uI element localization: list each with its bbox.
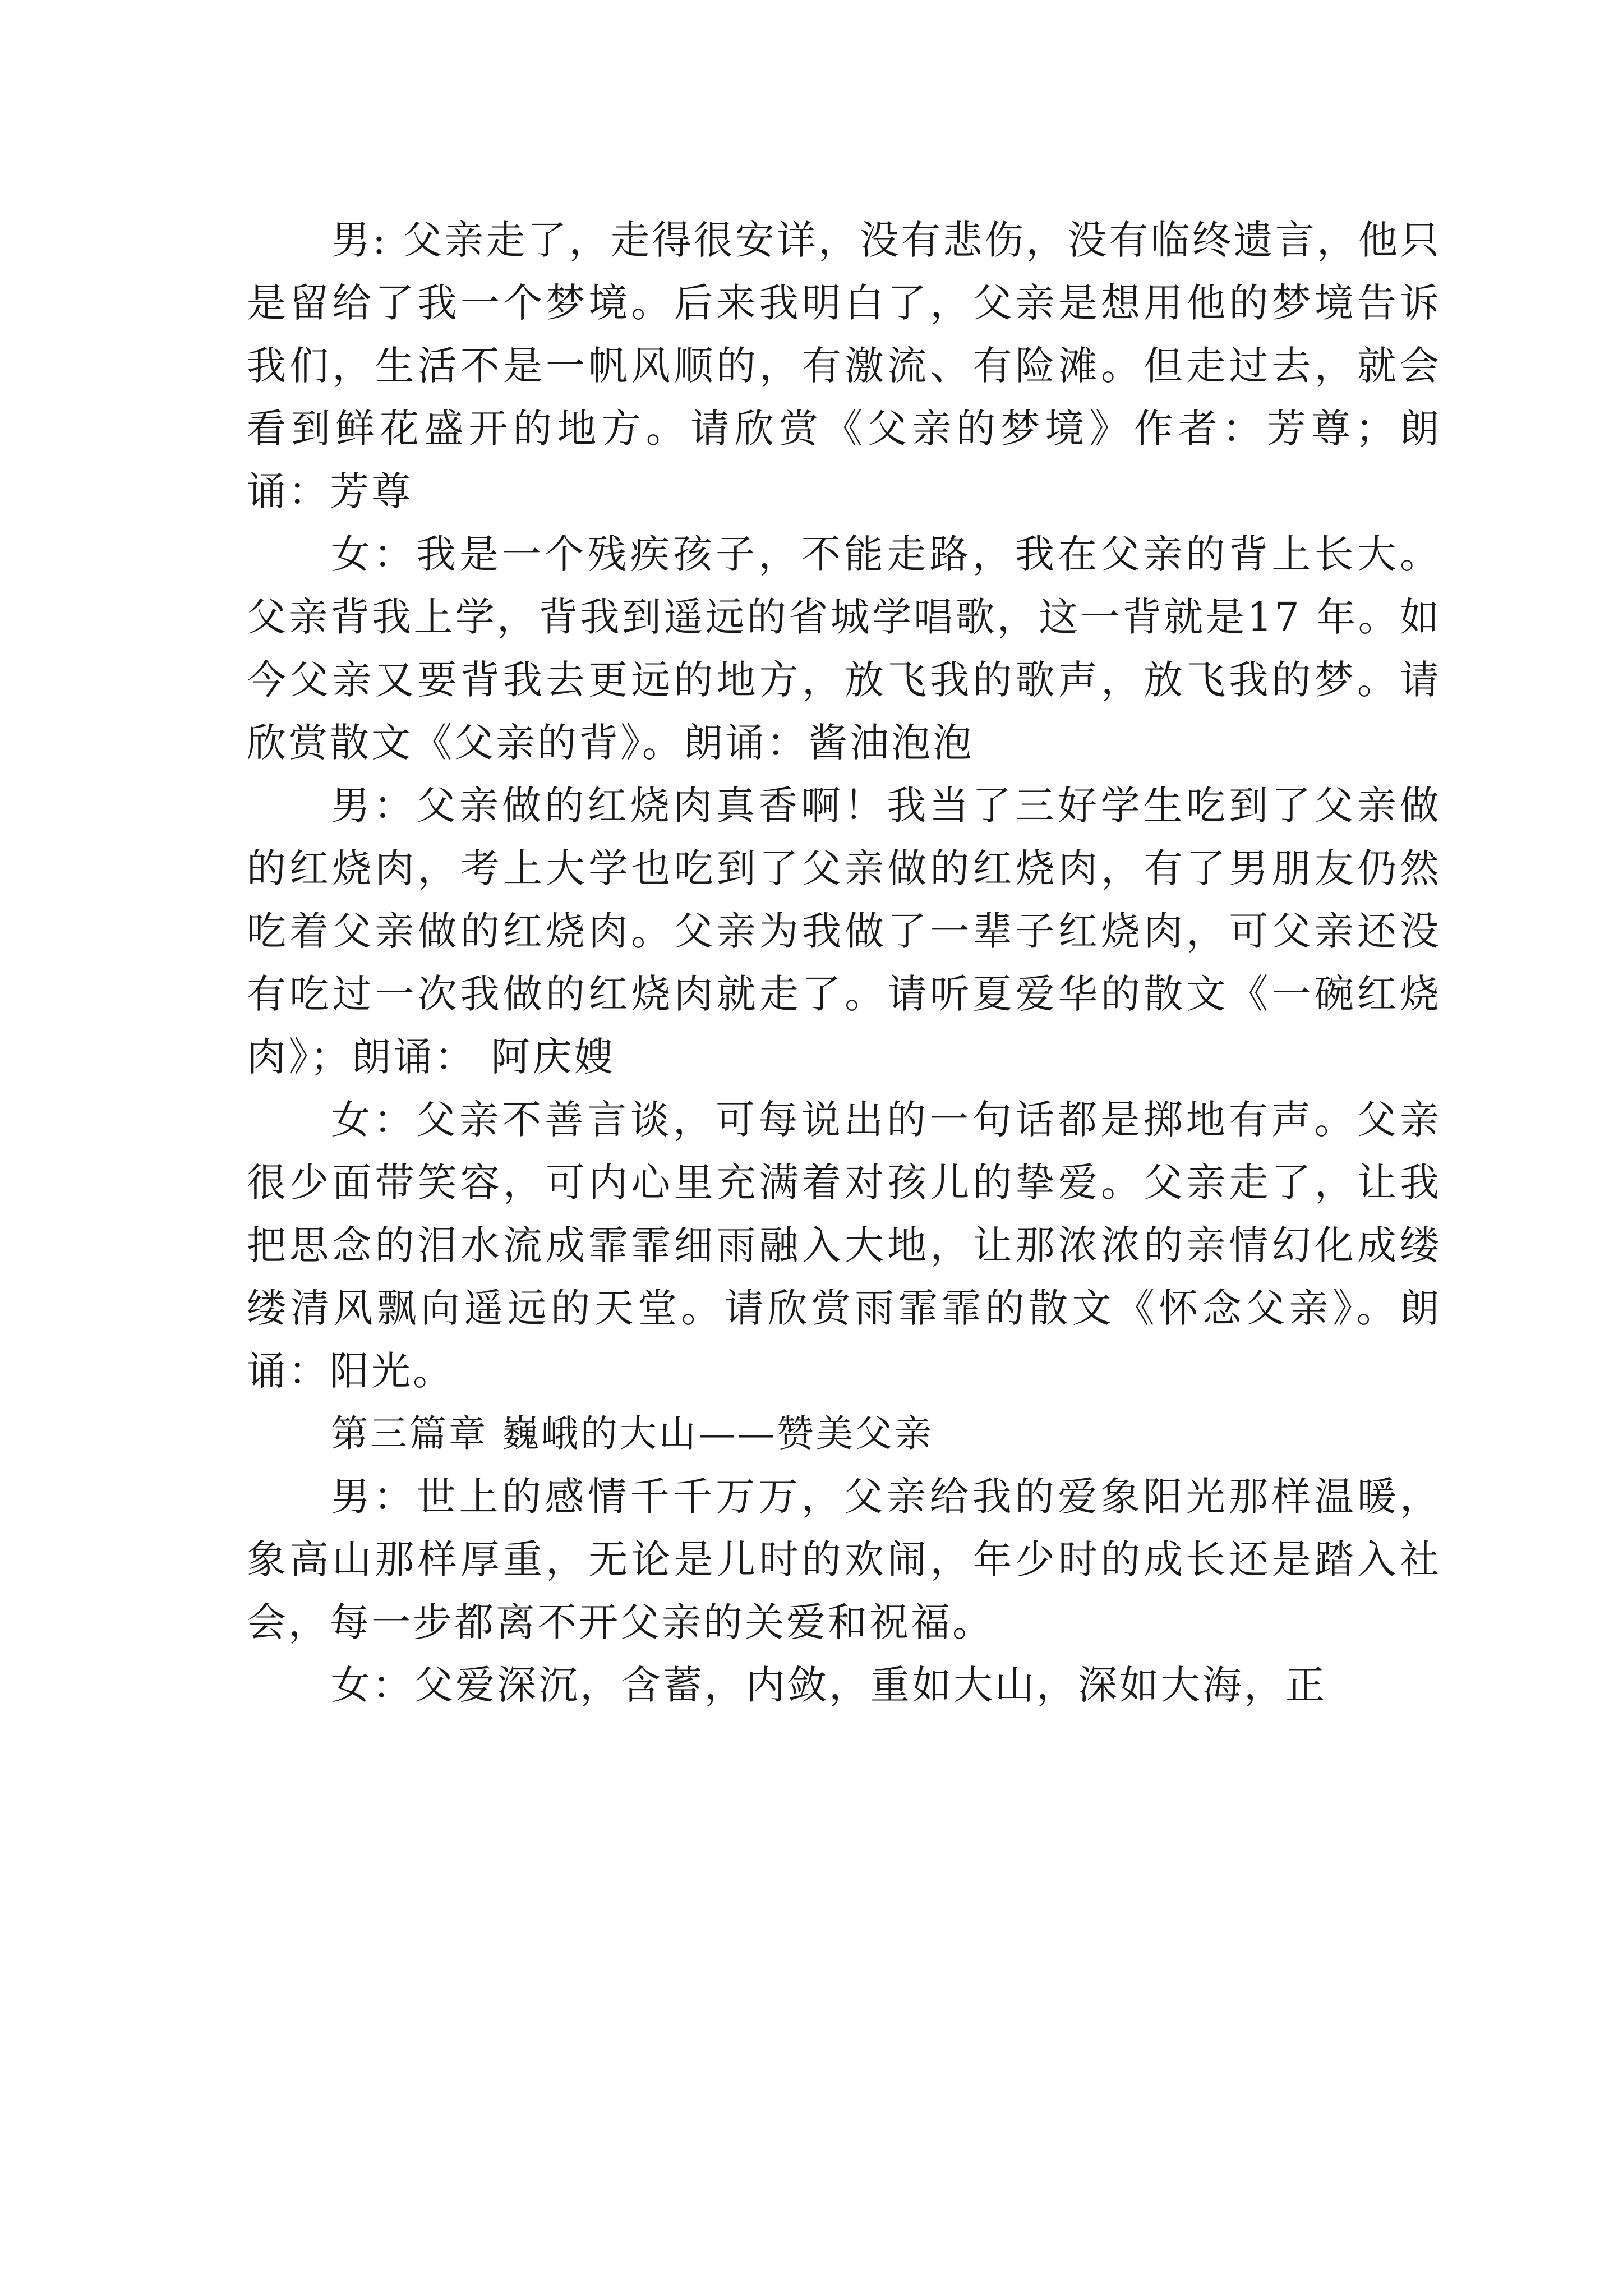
document-body [247, 209, 1441, 1717]
paragraph-fathers-love: 男：世上的感情千千万万，父亲给我的爱象阳光那样温暖，象高山那样厚重，无论是儿时的欢闹，年少时的成长还是踏入社会，每一步都离不开父亲的关爱和祝福。 [247, 1474, 1441, 1645]
chapter-heading: 第三篇章 巍峨的大山——赞美父亲 [331, 1412, 934, 1455]
paragraph-deep-love: 女：父爱深沉，含蓄，内敛，重如大山，深如大海，正 [331, 1662, 1327, 1708]
paragraph-braised-pork: 男：父亲做的红烧肉真香啊！我当了三好学生吃到了父亲做的红烧肉，考上大学也吃到了父亲做的红烧肉，有了男朋友仍然吃着父亲做的红烧肉。父亲为我做了一辈子红烧肉，可父亲还没有吃过一次我做的红烧肉就走了。请听夏爱华的散文《一碗红烧肉》；朗诵： 阿庆嫂 [247, 783, 1441, 1080]
paragraph-fathers-dream: 男: 父亲走了，走得很安详，没有悲伤，没有临终遗言，他只是留给了我一个梦境。后来我明白了，父亲是想用他的梦境告诉我们，生活不是一帆风顺的，有激流、有险滩。但走过去，就会看到鲜花盛开的地方。请欣赏《父亲的梦境》作者：芳尊；朗诵：芳尊 [247, 217, 1441, 514]
paragraph-fathers-back: 女：我是一个残疾孩子，不能走路，我在父亲的背上长大。父亲背我上学，背我到遥远的省城学唱歌，这一背就是17 年。如今父亲又要背我去更远的地方，放飞我的歌声，放飞我的梦。请欣赏散文《父亲的背》。朗诵：酱油泡泡 [247, 531, 1441, 766]
paragraph-missing-father: 女：父亲不善言谈，可每说出的一句话都是掷地有声。父亲很少面带笑容，可内心里充满着对孩儿的挚爱。父亲走了，让我把思念的泪水流成霏霏细雨融入大地，让那浓浓的亲情幻化成缕缕清风飘向遥远的天堂。请欣赏雨霏霏的散文《怀念父亲》。朗诵：阳光。 [247, 1097, 1441, 1394]
